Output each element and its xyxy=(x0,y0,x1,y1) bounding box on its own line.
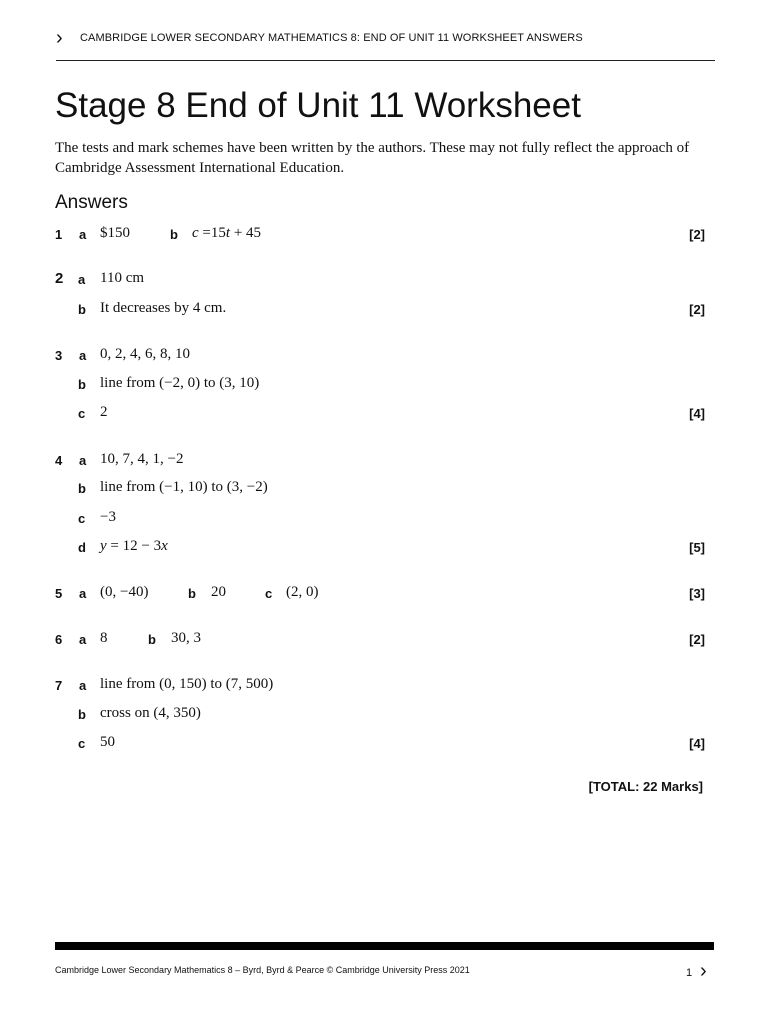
part-label: b xyxy=(188,586,196,601)
eq-part: + 45 xyxy=(230,225,262,241)
question-number: 6 xyxy=(55,632,63,647)
answer-text: line from (0, 150) to (7, 500) xyxy=(100,676,274,692)
marks: [4] xyxy=(689,406,705,421)
question-number: 4 xyxy=(55,453,63,468)
part-label: b xyxy=(78,707,86,722)
answer-equation xyxy=(100,538,168,555)
question-3-row xyxy=(55,346,705,366)
question-number: 3 xyxy=(55,348,63,363)
question-3b-row xyxy=(55,375,705,395)
question-4-row xyxy=(55,451,705,471)
question-4b-row xyxy=(55,479,705,499)
answer-text: (2, 0) xyxy=(286,584,319,600)
eq-part: =15 xyxy=(198,225,226,241)
part-label: a xyxy=(78,272,86,287)
part-label: c xyxy=(78,406,86,421)
page-title: Stage 8 End of Unit 11 Worksheet xyxy=(55,86,581,125)
marks: [4] xyxy=(689,736,705,751)
running-header xyxy=(56,26,715,61)
marks: [3] xyxy=(689,586,705,601)
answer-text: line from (−2, 0) to (3, 10) xyxy=(100,375,260,391)
answer-equation xyxy=(192,225,261,242)
question-number: 1 xyxy=(55,227,63,242)
marks: [5] xyxy=(689,540,705,555)
answers-heading: Answers xyxy=(55,192,128,213)
var-x: x xyxy=(161,538,168,554)
total-marks: [TOTAL: 22 Marks] xyxy=(588,779,703,794)
footer-bar xyxy=(55,942,714,950)
part-label: a xyxy=(79,227,87,242)
part-label: a xyxy=(79,586,87,601)
marks: [2] xyxy=(689,302,705,317)
part-label: b xyxy=(170,227,178,242)
part-label: d xyxy=(78,540,86,555)
answer-text: 2 xyxy=(100,404,108,420)
part-label: a xyxy=(79,632,87,647)
part-label: a xyxy=(79,678,87,693)
marks: [2] xyxy=(689,632,705,647)
part-label: c xyxy=(78,511,86,526)
eq-part: = 12 − 3 xyxy=(106,538,162,554)
answer-text: 8 xyxy=(100,630,108,646)
header-text: CAMBRIDGE LOWER SECONDARY MATHEMATICS 8: END OF UNIT 11 WORKSHEET ANSWERS xyxy=(80,32,583,44)
marks: [2] xyxy=(689,227,705,242)
chevron-right-icon[interactable]: › xyxy=(700,960,707,982)
answer-text: line from (−1, 10) to (3, −2) xyxy=(100,479,268,495)
answer-text: $150 xyxy=(100,225,130,241)
question-4c-row xyxy=(55,509,705,529)
answer-text: 20 xyxy=(211,584,226,600)
answer-text: 30, 3 xyxy=(171,630,201,646)
part-label: b xyxy=(78,302,86,317)
answer-text: 0, 2, 4, 6, 8, 10 xyxy=(100,346,190,362)
question-6-row xyxy=(55,630,705,650)
question-2-row xyxy=(55,270,705,290)
question-2b-row xyxy=(55,300,705,320)
question-3c-row xyxy=(55,404,705,424)
answer-text: cross on (4, 350) xyxy=(100,705,201,721)
question-7c-row xyxy=(55,734,705,754)
var-y: y xyxy=(100,538,107,554)
answer-text: 110 cm xyxy=(100,270,145,286)
var-c: c xyxy=(192,225,199,241)
question-number: 2 xyxy=(55,270,64,287)
intro-paragraph: The tests and mark schemes have been written by the authors. These may not fully reflect the approach of Cambridge Assessment International Education. xyxy=(55,140,690,176)
answer-text: (0, −40) xyxy=(100,584,149,600)
question-number: 5 xyxy=(55,586,63,601)
page-number: 1 xyxy=(686,967,693,979)
chevron-right-icon: › xyxy=(56,27,63,49)
question-7-row xyxy=(55,676,705,696)
part-label: b xyxy=(148,632,156,647)
part-label: c xyxy=(78,736,86,751)
question-5-row xyxy=(55,584,705,604)
answer-text: −3 xyxy=(100,509,116,525)
question-number: 7 xyxy=(55,678,63,693)
part-label: a xyxy=(79,348,87,363)
question-1-row xyxy=(55,225,705,245)
answer-text: 10, 7, 4, 1, −2 xyxy=(100,451,184,467)
part-label: b xyxy=(78,377,86,392)
footer-text: Cambridge Lower Secondary Mathematics 8 – Byrd, Byrd & Pearce © Cambridge University Press 2021 xyxy=(55,965,470,975)
answer-text: It decreases by 4 cm. xyxy=(100,300,227,316)
part-label: a xyxy=(79,453,87,468)
question-7b-row xyxy=(55,705,705,725)
question-4d-row xyxy=(55,538,705,558)
part-label: b xyxy=(78,481,86,496)
answer-text: 50 xyxy=(100,734,115,750)
part-label: c xyxy=(265,586,273,601)
var-t: t xyxy=(225,225,231,241)
